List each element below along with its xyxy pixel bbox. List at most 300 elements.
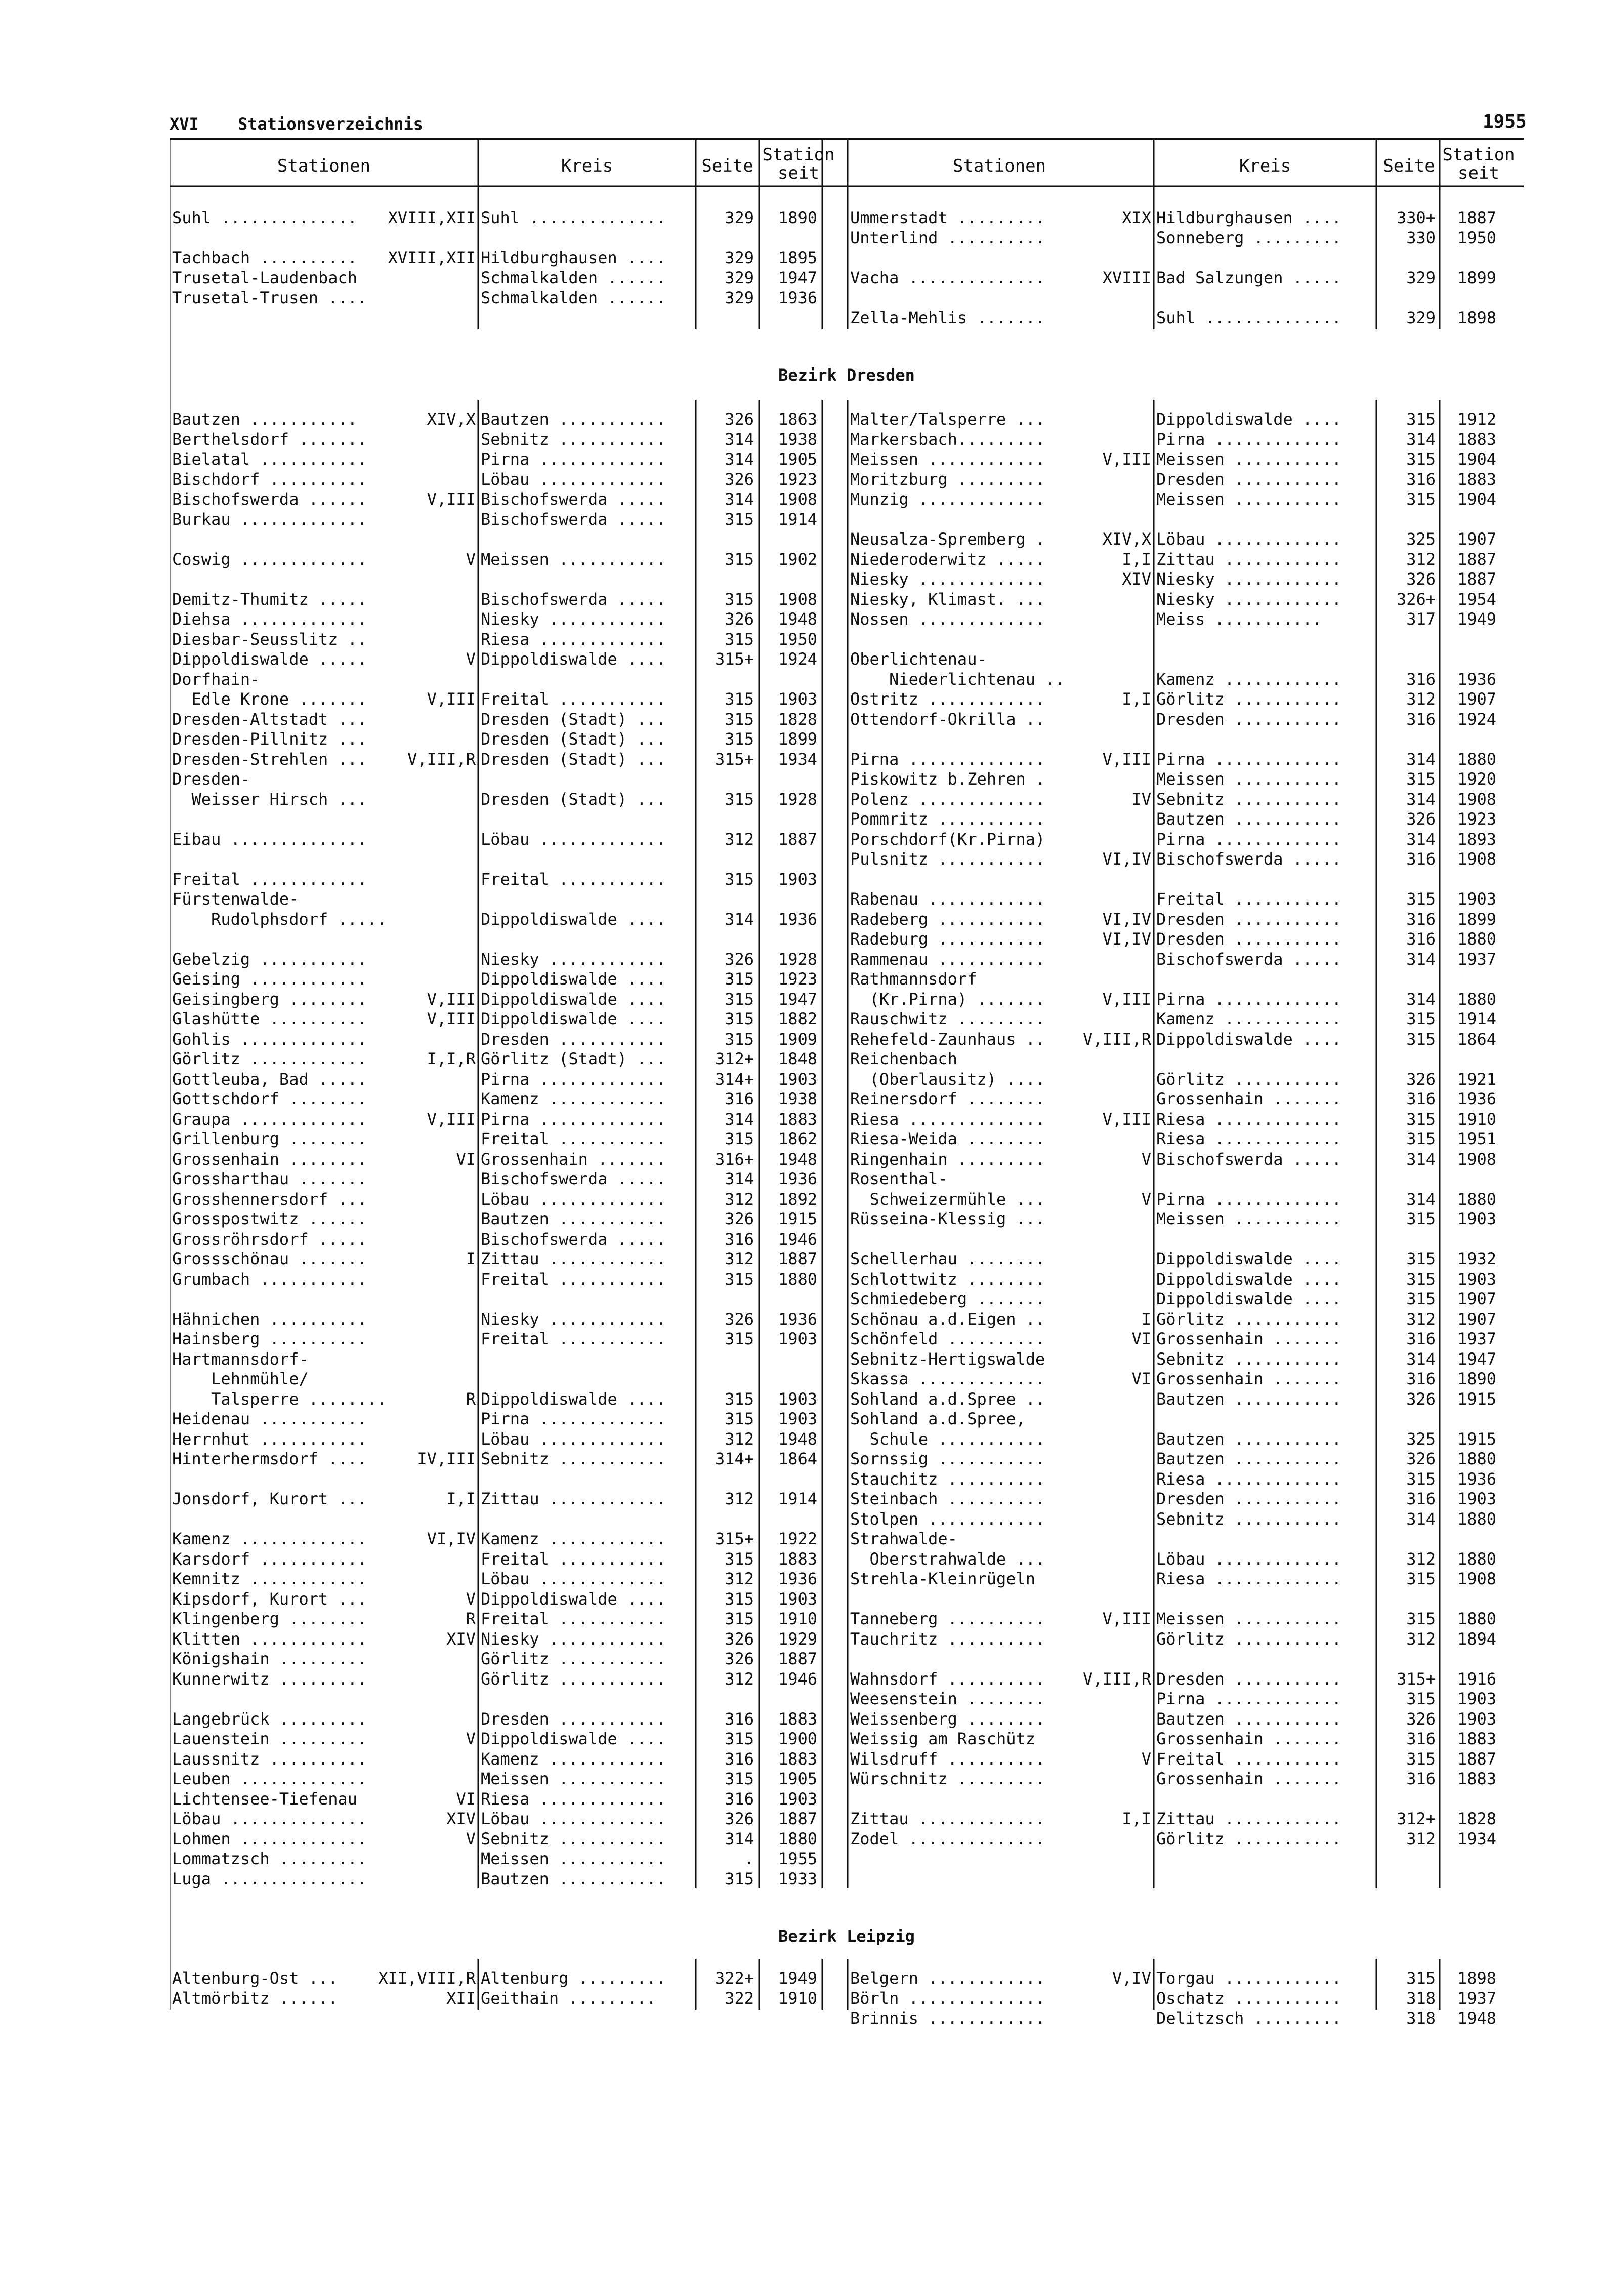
station-seit-value: 1938 [778,429,817,449]
seite-value: 315 [725,629,754,649]
station-codes: V,III,R [1083,1029,1151,1049]
station-name: Nossen ............. [850,610,1045,628]
station-codes: V,III [427,489,476,509]
station-codes: XIV,X [427,409,476,429]
seite-value: 322 [725,1988,754,2008]
kreis-name: Görlitz ........... [481,1669,666,1688]
seite-value: 312 [1406,1829,1436,1849]
station-name: Schönfeld .......... [850,1330,1045,1348]
station-seit-value: 1903 [1457,1489,1496,1508]
station-seit-value: 1903 [778,689,817,709]
kreis-name: Dresden (Stadt) ... [481,790,666,808]
station-seit-value: 1887 [1457,569,1496,589]
kreis-name: Niesky ............ [1156,570,1342,588]
col-header-stations-right: Stationen [952,156,1046,176]
kreis-name: Bautzen ........... [481,1210,666,1228]
seite-value: 315 [725,589,754,609]
kreis-name: Löbau ............. [1156,1549,1342,1568]
seite-value: 317 [1406,609,1436,629]
station-name: Niesky ............. [850,570,1045,588]
kreis-name: Dresden ........... [1156,470,1342,488]
station-name: Ringenhain ......... [850,1150,1045,1168]
kreis-name: Löbau ............. [481,1570,666,1588]
seite-value: . [744,1849,754,1868]
kreis-name: Riesa ............. [481,1789,666,1808]
station-name: Vacha .............. [850,268,1045,287]
station-name: Löbau .............. [172,1810,367,1828]
station-name: Gottschdorf ........ [172,1090,367,1108]
kreis-name: Zittau ............ [1156,550,1342,568]
station-seit-value: 1932 [1457,1249,1496,1268]
station-name: Riesa .............. [850,1110,1045,1128]
seite-value: 316 [1406,1489,1436,1508]
kreis-name: Dresden ........... [1156,910,1342,928]
seite-value: 314 [725,449,754,469]
station-name: Kipsdorf, Kurort ... [172,1589,367,1608]
station-name: Bautzen ........... [172,410,358,428]
station-seit-value: 1948 [1457,2008,1496,2028]
seite-value: 315 [1406,1129,1436,1149]
seite-value: 329 [725,208,754,227]
station-name: Weissig am Raschütz [850,1730,1036,1748]
station-name: Zodel .............. [850,1829,1045,1848]
kreis-name: Dippoldiswalde .... [1156,1250,1342,1268]
kreis-name: Bautzen ........... [1156,810,1342,828]
kreis-name: Zittau ............ [481,1490,666,1508]
station-name: Belgern ............ [850,1969,1045,1987]
station-name: Sohland a.d.Spree .. [850,1389,1045,1408]
station-seit-value: 1936 [1457,669,1496,689]
kreis-name: Freital ........... [481,1130,666,1148]
seite-value: 316 [1406,1369,1436,1388]
station-seit-value: 1920 [1457,769,1496,789]
seite-value: 326+ [1396,589,1436,609]
station-codes: V,III [1102,989,1151,1009]
station-codes: VI,IV [1102,849,1151,869]
station-name: Dresden-Strehlen ... [172,750,367,768]
station-codes: IV,III [417,1449,476,1468]
station-seit-value: 1923 [1457,809,1496,829]
station-seit-value: 1909 [778,1029,817,1049]
kreis-name: Zittau ............ [481,1250,666,1268]
station-seit-value: 1914 [778,1489,817,1508]
station-seit-value: 1948 [778,609,817,629]
seite-value: 315 [725,1269,754,1289]
station-name: Steinbach .......... [850,1490,1045,1508]
station-name: Börln .............. [850,1989,1045,2007]
section-title-leipzig: Bezirk Leipzig [778,1926,915,1946]
station-seit-value: 1904 [1457,449,1496,469]
page-title: Stationsverzeichnis [238,114,424,134]
station-seit-value: 1950 [1457,228,1496,248]
station-codes: VI [1131,1329,1151,1348]
kreis-name: Freital ........... [481,1549,666,1568]
kreis-name: Löbau ............. [1156,530,1342,548]
seite-value: 326 [1406,809,1436,829]
station-codes: V,III [1102,1109,1151,1129]
seite-value: 316 [1406,929,1436,949]
station-name: (Kr.Pirna) ....... [850,990,1045,1008]
station-name: Radeburg ........... [850,930,1045,948]
station-codes: R [466,1609,476,1628]
station-seit-value: 1887 [778,1809,817,1828]
station-name: Hartmannsdorf- [172,1349,309,1368]
station-name: Unterlind .......... [850,228,1045,247]
station-seit-value: 1907 [1457,689,1496,709]
station-seit-value: 1887 [1457,1749,1496,1769]
station-name: Oberlichtenau- [850,650,987,668]
station-codes: V,III [1102,449,1151,469]
station-codes: V [466,1729,476,1748]
kreis-name: Freital ........... [1156,890,1342,908]
station-name: Grumbach ........... [172,1269,367,1288]
station-name: Markersbach......... [850,430,1045,448]
station-name: Lichtensee-Tiefenau [172,1789,358,1808]
kreis-name: Bischofswerda ..... [1156,850,1342,868]
station-name: Lommatzsch ......... [172,1850,367,1868]
kreis-name: Pirna ............. [481,450,666,468]
station-codes: VI,IV [427,1529,476,1548]
seite-value: 329 [725,288,754,307]
station-name: Niederoderwitz ..... [850,550,1045,568]
station-name: Würschnitz ......... [850,1770,1045,1788]
kreis-name: Dippoldiswalde .... [481,910,666,928]
station-name: Trusetal-Trusen .... [172,289,367,307]
station-seit-value: 1936 [1457,1469,1496,1489]
seite-value: 315 [1406,1469,1436,1489]
station-name: Karsdorf ........... [172,1549,367,1568]
station-name: Grosshennersdorf ... [172,1190,367,1208]
station-name: Dresden- [172,770,250,788]
kreis-name: Görlitz ........... [1156,1070,1342,1088]
kreis-name: Freital ........... [481,1269,666,1288]
station-seit-value: 1924 [778,649,817,669]
station-seit-value: 1914 [1457,1009,1496,1029]
kreis-name: Görlitz ........... [1156,1829,1342,1848]
station-seit-value: 1937 [1457,1329,1496,1348]
seite-value: 315 [725,729,754,749]
seite-value: 316 [1406,909,1436,929]
station-seit-value: 1905 [778,1769,817,1788]
station-seit-value: 1915 [778,1209,817,1228]
station-seit-value: 1938 [778,1089,817,1109]
kreis-name: Niesky ............ [481,1629,666,1648]
station-seit-value: 1915 [1457,1429,1496,1449]
section-title-dresden: Bezirk Dresden [778,365,915,385]
seite-value: 326 [725,469,754,489]
station-seit-value: 1893 [1457,829,1496,849]
station-seit-value: 1880 [1457,749,1496,769]
kreis-name: Bischofswerda ..... [481,590,666,608]
station-seit-value: 1903 [778,1409,817,1428]
seite-value: 315 [725,1409,754,1428]
kreis-name: Kamenz ............ [481,1530,666,1548]
station-seit-value: 1908 [1457,1149,1496,1169]
station-name: Sornssig ........... [850,1450,1045,1468]
station-seit-value: 1908 [778,489,817,509]
seite-value: 315 [1406,1289,1436,1308]
station-name: Schlottwitz ........ [850,1269,1045,1288]
seite-value: 312 [1406,549,1436,569]
station-seit-value: 1899 [1457,268,1496,288]
station-name: Graupa ............. [172,1110,367,1128]
kreis-name: Löbau ............. [481,1810,666,1828]
station-codes: XVIII,XII [388,208,476,227]
seite-value: 314 [725,1829,754,1849]
kreis-name: Oschatz ........... [1156,1989,1342,2007]
station-name: Altmörbitz ...... [172,1989,338,2007]
seite-value: 316 [1406,849,1436,869]
station-seit-value: 1828 [1457,1809,1496,1828]
station-codes: XIV,X [1102,529,1151,549]
station-name: Schweizermühle ... [850,1190,1045,1208]
kreis-name: Löbau ............. [481,830,666,848]
kreis-name: Delitzsch ......... [1156,2009,1342,2027]
seite-value: 312 [725,1249,754,1268]
kreis-name: Bischofswerda ..... [1156,1150,1342,1168]
seite-value: 326 [725,1209,754,1228]
kreis-name: Grossenhain ....... [1156,1330,1342,1348]
station-name: Neusalza-Spremberg . [850,530,1045,548]
station-seit-value: 1898 [1457,1969,1496,1988]
station-seit-value: 1934 [778,749,817,769]
station-seit-value: 1916 [1457,1669,1496,1689]
station-codes: V,III,R [1083,1669,1151,1689]
seite-value: 315 [725,1009,754,1029]
station-name: Grossharthau ....... [172,1170,367,1188]
station-seit-value: 1907 [1457,529,1496,549]
kreis-name: Görlitz ........... [481,1650,666,1668]
kreis-name: Grossenhain ....... [1156,1730,1342,1748]
kreis-name: Bautzen ........... [1156,1709,1342,1728]
station-name: Kamenz ............. [172,1530,367,1548]
station-name: Rammenau ........... [850,950,1045,968]
station-name: Strahwalde- [850,1530,957,1548]
col-header-kreis-right: Kreis [1239,156,1291,176]
station-name: Gohlis ............. [172,1030,367,1048]
station-name: Bielatal ........... [172,450,367,468]
station-seit-value: 1908 [778,589,817,609]
station-seit-value: 1903 [778,1789,817,1809]
station-name: Ottendorf-Okrilla .. [850,710,1045,728]
kreis-name: Dippoldiswalde .... [481,970,666,988]
station-name: Suhl .............. [172,209,358,227]
station-name: Langebrück ......... [172,1709,367,1728]
station-codes: V [466,649,476,669]
kreis-name: Freital ........... [481,690,666,708]
seite-value: 314 [1406,989,1436,1009]
seite-value: 315 [1406,1749,1436,1769]
seite-value: 312 [725,829,754,849]
kreis-name: Meissen ........... [481,1850,666,1868]
station-name: Geisingberg ........ [172,990,367,1008]
station-name: (Oberlausitz) .... [850,1070,1045,1088]
station-seit-value: 1948 [778,1149,817,1169]
kreis-name: Dippoldiswalde .... [1156,1290,1342,1308]
seite-value: 315 [725,1129,754,1149]
station-codes: IV [1131,789,1151,809]
station-name: Rudolphsdorf ..... [172,910,387,928]
station-name: Skassa ............. [850,1370,1045,1388]
station-seit-value: 1904 [1457,489,1496,509]
kreis-name: Sebnitz ........... [1156,790,1342,808]
kreis-name: Görlitz ........... [1156,690,1342,708]
kreis-name: Schmalkalden ...... [481,268,666,287]
kreis-name: Dippoldiswalde .... [481,1389,666,1408]
kreis-name: Dresden ........... [1156,710,1342,728]
station-codes: V,III [427,1109,476,1129]
station-seit-value: 1880 [778,1269,817,1289]
seite-value: 315 [1406,1209,1436,1228]
station-seit-value: 1914 [778,509,817,529]
kreis-name: Niesky ............ [481,950,666,968]
kreis-name: Dresden (Stadt) ... [481,730,666,748]
seite-value: 315 [725,789,754,809]
station-seit-value: 1908 [1457,789,1496,809]
station-seit-value: 1947 [778,989,817,1009]
seite-value: 326 [1406,1069,1436,1089]
kreis-name: Dresden ........... [481,1709,666,1728]
station-name: Sebnitz-Hertigswalde [850,1349,1045,1368]
seite-value: 329 [1406,308,1436,327]
kreis-name: Görlitz (Stadt) ... [481,1050,666,1068]
station-seit-value: 1954 [1457,589,1496,609]
station-seit-value: 1934 [1457,1829,1496,1849]
station-seit-value: 1848 [778,1049,817,1069]
station-seit-value: 1883 [1457,1729,1496,1748]
seite-value: 330+ [1396,208,1436,227]
station-codes: V,III [1102,749,1151,769]
station-seit-value: 1892 [778,1189,817,1209]
station-seit-value: 1883 [778,1709,817,1729]
seite-value: 315 [725,989,754,1009]
station-seit-value: 1948 [778,1429,817,1449]
station-name: Görlitz ............ [172,1050,367,1068]
station-name: Geising ............ [172,970,367,988]
station-name: Glashütte .......... [172,1010,367,1028]
station-name: Eibau .............. [172,830,367,848]
kreis-name: Bautzen ........... [481,1869,666,1888]
station-name: Ostritz ............ [850,690,1045,708]
station-seit-value: 1880 [1457,1449,1496,1468]
kreis-name: Freital ........... [481,1610,666,1628]
station-seit-value: 1936 [778,909,817,929]
seite-value: 312 [1406,1629,1436,1649]
station-name: Hinterhermsdorf .... [172,1450,367,1468]
station-seit-value: 1883 [778,1109,817,1129]
station-name: Grillenburg ........ [172,1130,367,1148]
station-name: Kemnitz ............ [172,1570,367,1588]
seite-value: 318 [1406,1988,1436,2008]
kreis-name: Dippoldiswalde .... [1156,1030,1342,1048]
station-codes: V [1141,1749,1151,1769]
station-name: Burkau ............. [172,510,367,528]
col-header-stations-left: Stationen [277,156,371,176]
seite-value: 312 [725,1569,754,1588]
station-name: Edle Krone ....... [172,690,367,708]
kreis-name: Görlitz ........... [1156,1309,1342,1328]
kreis-name: Kamenz ............ [481,1749,666,1768]
station-seit-value: 1899 [778,729,817,749]
station-name: Rabenau ............ [850,890,1045,908]
station-codes: XIV [446,1809,476,1828]
station-name: Radeberg ........... [850,910,1045,928]
kreis-name: Dresden ........... [481,1030,666,1048]
station-name: Rehefeld-Zaunhaus .. [850,1030,1045,1048]
kreis-name: Dresden ........... [1156,1490,1342,1508]
station-seit-value: 1937 [1457,1988,1496,2008]
station-codes: I [466,1249,476,1268]
kreis-name: Geithain ......... [481,1989,656,2007]
station-name: Dorfhain- [172,670,260,688]
kreis-name: Pirna ............. [1156,1190,1342,1208]
seite-value: 314+ [715,1069,754,1089]
station-seit-value: 1949 [778,1969,817,1988]
kreis-name: Pirna ............. [1156,830,1342,848]
seite-value: 316 [725,1789,754,1809]
seite-value: 314 [1406,1149,1436,1169]
station-seit-value: 1951 [1457,1129,1496,1149]
seite-value: 326 [1406,1709,1436,1729]
kreis-name: Bautzen ........... [481,410,666,428]
station-name: Demitz-Thumitz ..... [172,590,367,608]
station-name: Diehsa ............. [172,610,367,628]
station-name: Jonsdorf, Kurort ... [172,1490,367,1508]
station-name: Stauchitz .......... [850,1469,1045,1488]
station-seit-value: 1910 [1457,1109,1496,1129]
kreis-name: Grossenhain ....... [1156,1370,1342,1388]
station-codes: XIV [446,1629,476,1649]
seite-value: 315 [725,1329,754,1348]
kreis-name: Meissen ........... [1156,1610,1342,1628]
seite-value: 316+ [715,1149,754,1169]
station-name: Grossenhain ........ [172,1150,367,1168]
seite-value: 326 [1406,569,1436,589]
seite-value: 326 [725,609,754,629]
station-name: Altenburg-Ost ... [172,1969,338,1987]
seite-value: 325 [1406,1429,1436,1449]
seite-value: 315 [725,1589,754,1609]
station-name: Königshain ......... [172,1650,367,1668]
station-name: Brinnis ............ [850,2009,1045,2027]
kreis-name: Bischofswerda ..... [481,490,666,508]
station-name: Fürstenwalde- [172,890,299,908]
kreis-name: Riesa ............. [1156,1570,1342,1588]
station-seit-value: 1947 [1457,1349,1496,1369]
station-seit-value: 1895 [778,248,817,267]
kreis-name: Schmalkalden ...... [481,289,666,307]
station-name: Lehnmühle/ [172,1370,309,1388]
station-name: Berthelsdorf ....... [172,430,367,448]
kreis-name: Riesa ............. [1156,1469,1342,1488]
kreis-name: Sebnitz ........... [481,1829,666,1848]
station-name: Pulsnitz ........... [850,850,1045,868]
station-codes: XII [446,1988,476,2008]
kreis-name: Löbau ............. [481,1190,666,1208]
station-seit-value: 1880 [1457,1189,1496,1209]
station-name: Wilsdruff .......... [850,1749,1045,1768]
kreis-name: Bautzen ........... [1156,1389,1342,1408]
station-seit-value: 1955 [778,1849,817,1868]
seite-value: 315 [1406,489,1436,509]
station-seit-value: 1880 [1457,1549,1496,1569]
kreis-name: Dippoldiswalde .... [481,990,666,1008]
seite-value: 329 [725,248,754,267]
station-name: Weissenberg ........ [850,1709,1045,1728]
station-seit-value: 1905 [778,449,817,469]
seite-value: 329 [725,268,754,288]
station-seit-value: 1890 [1457,1369,1496,1388]
